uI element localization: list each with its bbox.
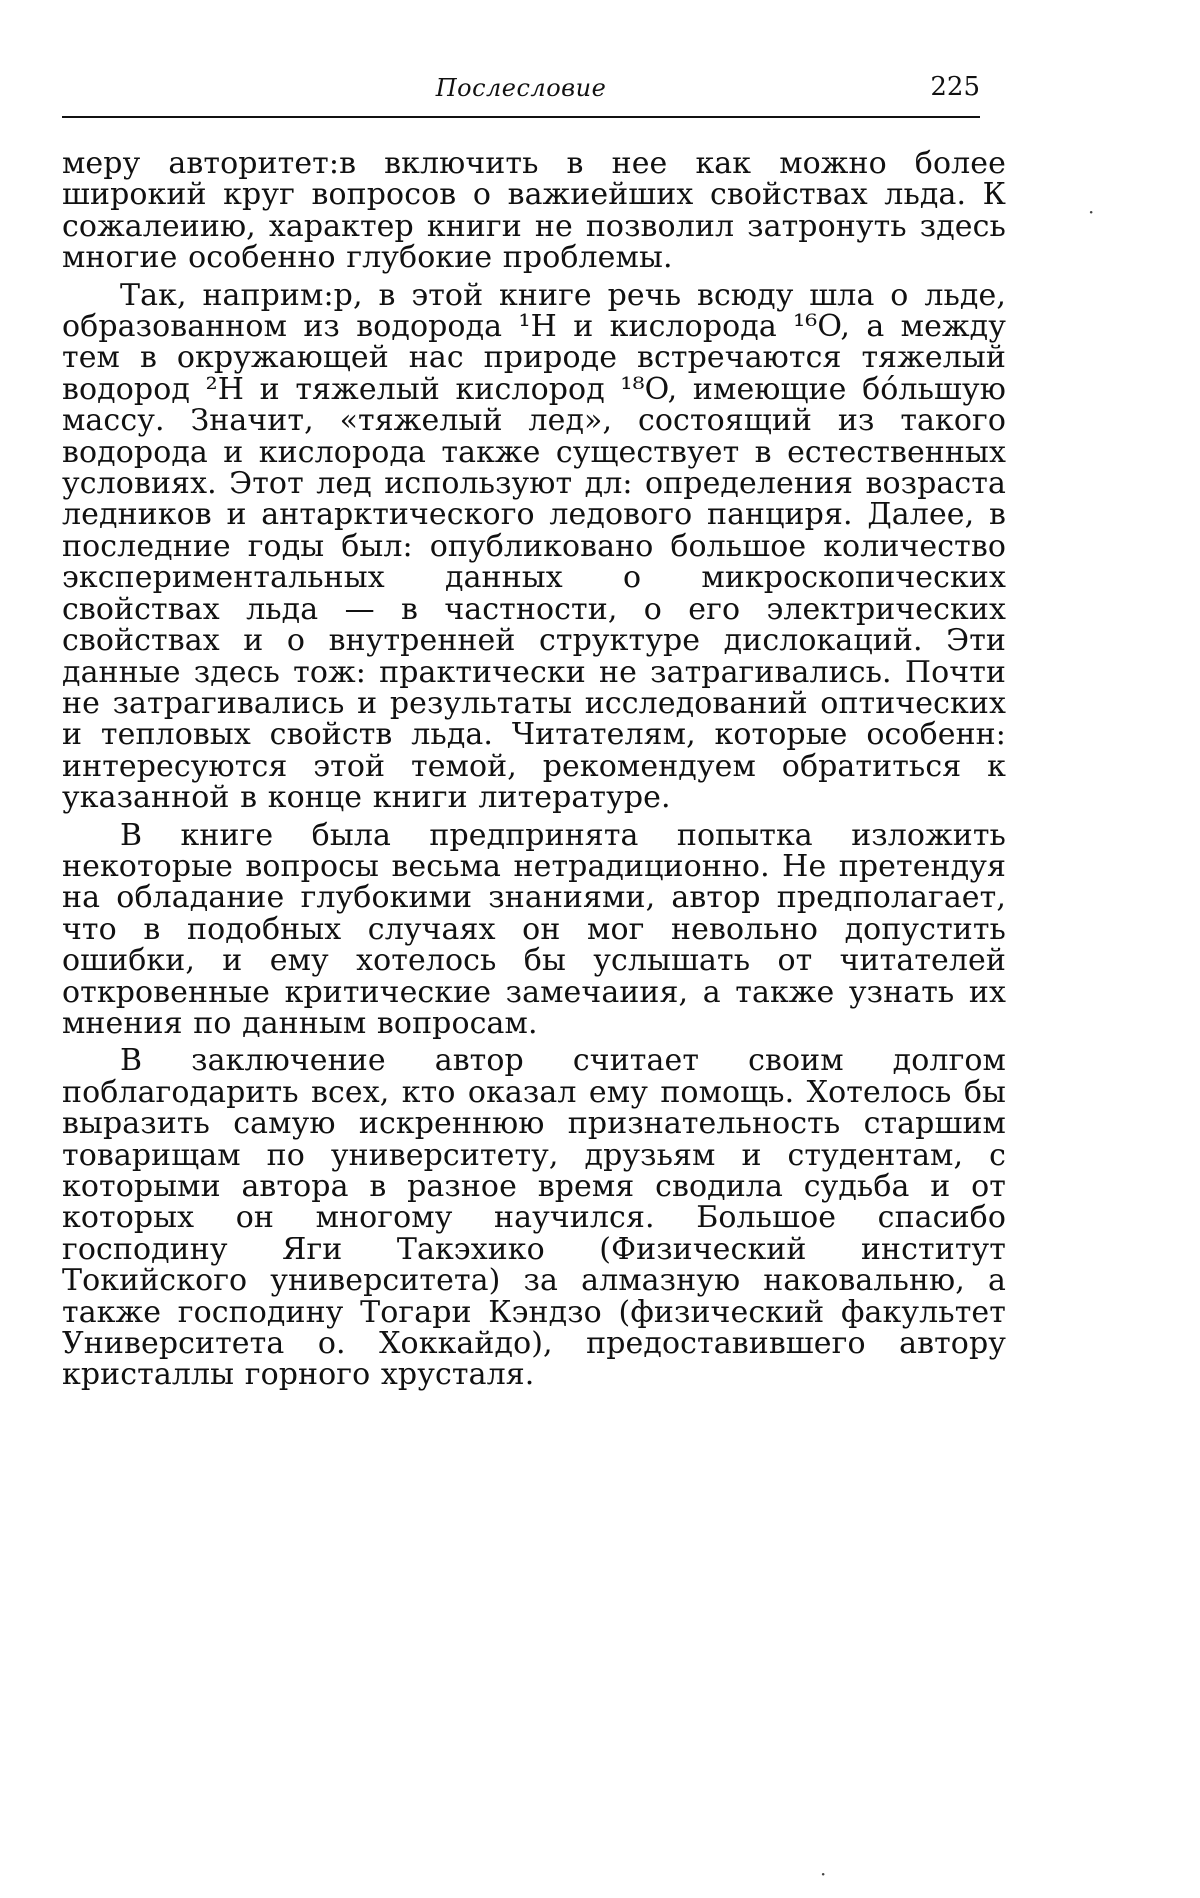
paragraph-3: В книге была предпринята попытка изложить некоторые вопросы весьма нетрадиционно. Не претендуя на обладание глубокими знаниями, автор предполагает, что в подобных случаях он мог невольно допустить ошибки, и ему хотелось бы услышать от читателей откровенные критические замечаиия, а также узнать их мнения по данным вопросам. xyxy=(62,817,1006,1041)
print-speck: · xyxy=(820,1862,827,1886)
paragraph-1: меру авторитет:в включить в нее как можно более широкий круг вопросов о важиейших свойствах льда. К сожалеиию, характер книги не позволил затронуть здесь многие особенно глубокие проблемы. xyxy=(62,146,1006,276)
page-number: 225 xyxy=(930,72,980,102)
header-rule xyxy=(62,116,980,118)
paragraph-4: В заключение автор считает своим долгом поблагодарить всех, кто оказал ему помощь. Хотелось бы выразить самую искреннюю признательность старшим товарищам по университету, друзьям и студентам, с которыми автора в разное время сводила судьба и от которых он многому научился. Большое спасибо господину Яги Такэхико (Физический институт Токийского университета) за алмазную наковальню, а также господину Тогари Кэндзо (физический факультет Университета о. Хоккайдо), предоставившего автору кристаллы горного хрусталя. xyxy=(62,1043,1006,1393)
print-speck: · xyxy=(1088,200,1095,224)
body-text xyxy=(62,148,1006,1397)
running-head xyxy=(62,72,980,112)
running-title: Послесловие xyxy=(435,74,607,102)
paragraph-2: Так, наприм:р, в этой книге речь всюду шла о льде, образованном из водорода ¹H и кислорода ¹⁶O, а между тем в окружающей нас природе встречаются тяжелый водород ²H и тяжелый кислород ¹⁸O, имеющие бо́льшую массу. Значит, «тяжелый лед», состоящий из такого водорода и кислорода также существует в естественных условиях. Этот лед используют дл: определения возраста ледников и антарктического ледового панциря. Далее, в последние годы был: опубликовано большое количество экспериментальных данных о микроскопических свойствах льда — в частности, о его электрических свойствах и о внутренней структуре дислокаций. Эти данные здесь тож: практически не затрагивались. Почти не затрагивались и результаты исследований оптических и теплoвых свойств льда. Читателям, которые особенн: интересуются этой темой, рекомендуем обратиться к указанной в конце книги литературе. xyxy=(62,277,1006,816)
